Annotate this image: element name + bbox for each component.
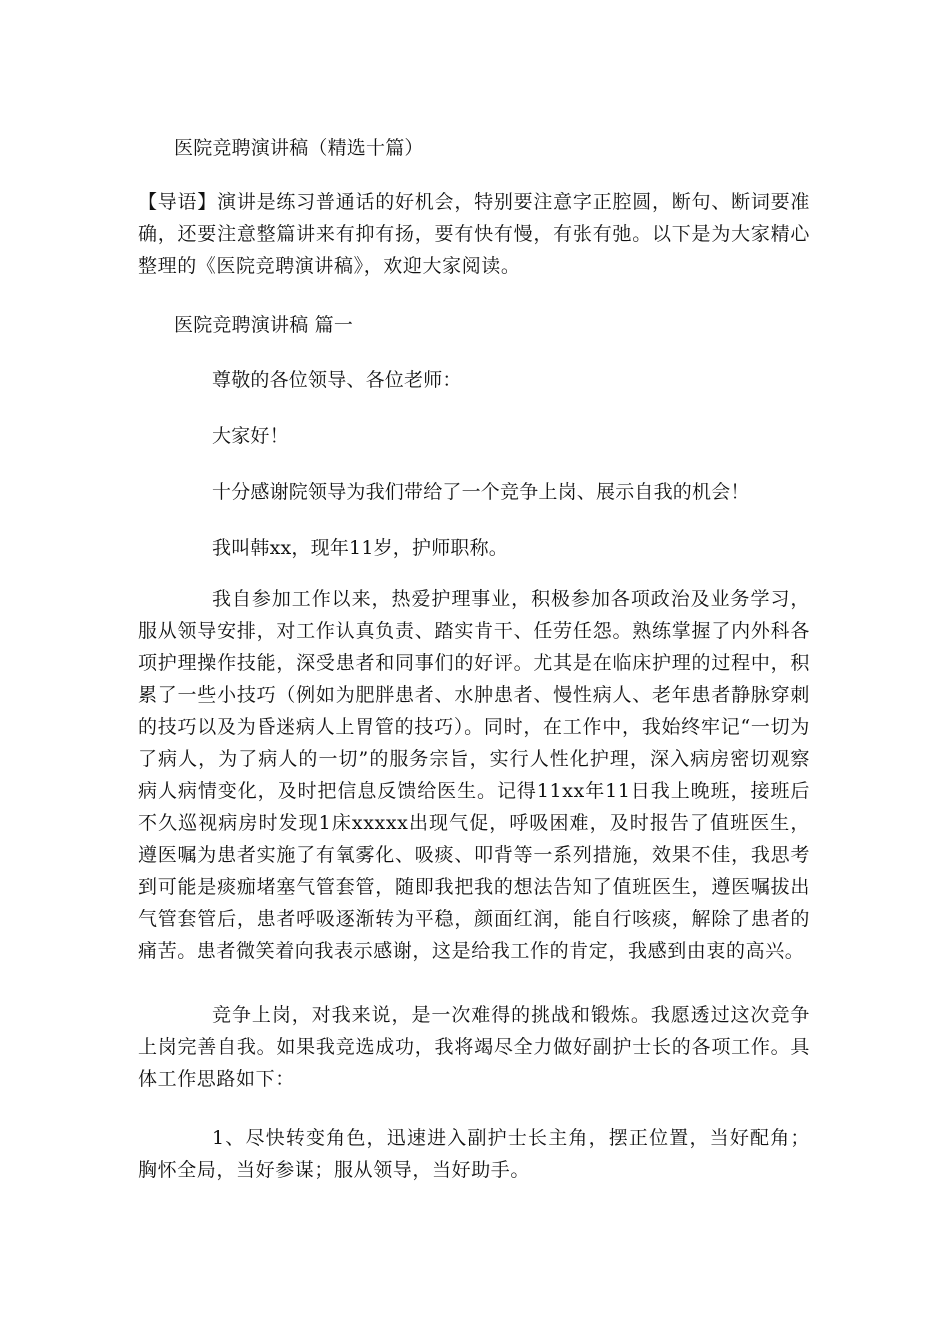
- document-title: 医院竞聘演讲稿（精选十篇）: [174, 137, 424, 159]
- salutation-line: 尊敬的各位领导、各位老师：: [212, 369, 462, 391]
- competition-paragraph: 竞争上岗，对我来说，是一次难得的挑战和锻炼。我愿透过这次竞争上岗完善自我。如果我竞选成功，我将竭尽全力做好副护士长的各项工作。具体工作思路如下：: [138, 1004, 810, 1090]
- experience-paragraph: 我自参加工作以来，热爱护理事业，积极参加各项政治及业务学习，服从领导安排，对工作认真负责、踏实肯干、任劳任怨。熟练掌握了内外科各项护理操作技能，深受患者和同事们的好评。尤其是在临床护理的过程中，积累了一些小技巧（例如为肥胖患者、水肿患者、慢性病人、老年患者静脉穿刺的技巧以及为昏迷病人上胃管的技巧）。同时，在工作中，我始终牢记“一切为了病人，为了病人的一切”的服务宗旨，实行人性化护理，深入病房密切观察病人病情变化，及时把信息反馈给医生。记得11xx年11日我上晚班，接班后不久巡视病房时发现1床xxxxx出现气促，呼吸困难，及时报告了值班医生，遵医嘱为患者实施了有氧雾化、吸痰、叩背等一系列措施，效果不佳，我思考到可能是痰痂堵塞气管套管，随即我把我的想法告知了值班医生，遵医嘱拔出气管套管后，患者呼吸逐渐转为平稳，颜面红润，能自行咳痰，解除了患者的痛苦。患者微笑着向我表示感谢，这是给我工作的肯定，我感到由衷的高兴。: [138, 588, 810, 962]
- section-heading: 医院竞聘演讲稿 篇一: [174, 314, 354, 336]
- self-intro-line: 我叫韩xx，现年11岁，护师职称。: [212, 537, 509, 559]
- intro-paragraph: 【导语】演讲是练习普通话的好机会，特别要注意字正腔圆，断句、断词要准确，还要注意整篇讲来有抑有扬，要有快有慢，有张有弛。以下是为大家精心整理的《医院竞聘演讲稿》，欢迎大家阅读。: [138, 191, 810, 277]
- greeting-line: 大家好！: [212, 425, 289, 447]
- thanks-line: 十分感谢院领导为我们带给了一个竞争上岗、展示自我的机会！: [212, 481, 750, 503]
- work-plan-point-1: 1、尽快转变角色，迅速进入副护士长主角，摆正位置，当好配角；胸怀全局，当好参谋；服从领导，当好助手。: [138, 1127, 810, 1181]
